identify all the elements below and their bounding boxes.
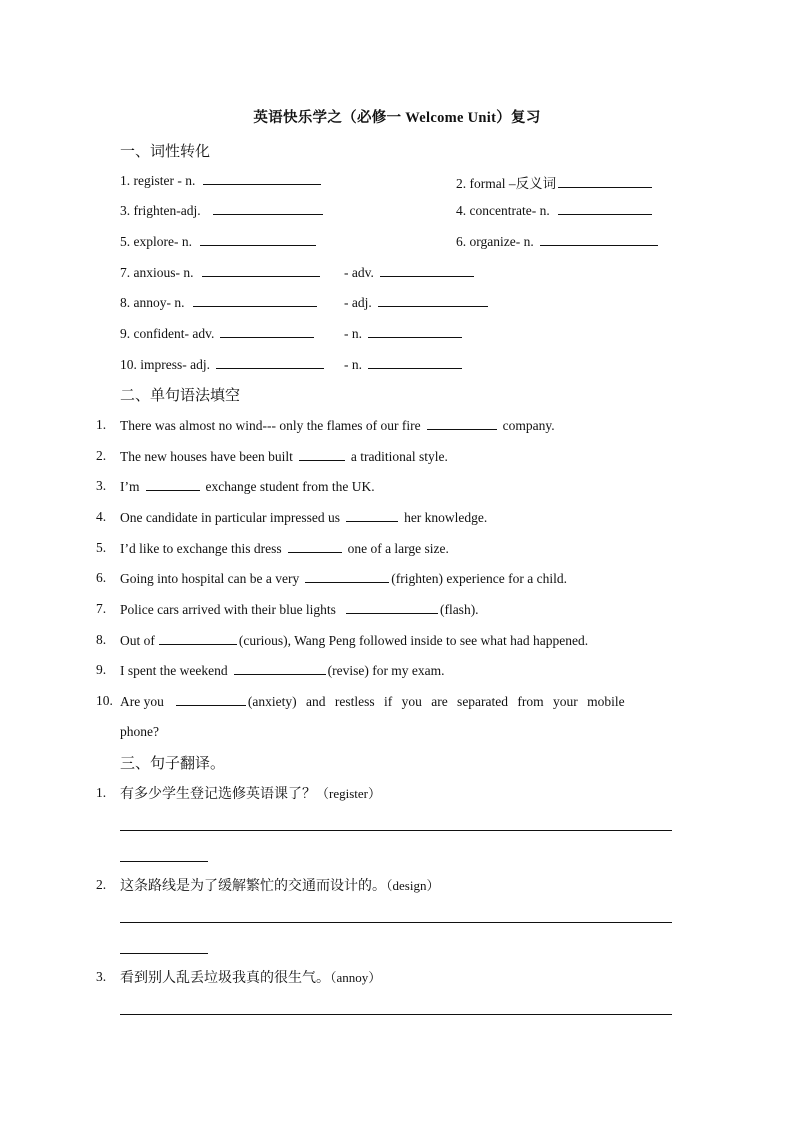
section3-heading: 三、句子翻译。	[120, 754, 226, 772]
vocab-row-3-left	[120, 233, 318, 250]
question-text: (curious), Wang Peng followed inside to see what had happened.	[238, 633, 589, 648]
vocab-10-n-label: - n.	[344, 357, 362, 372]
grammar-item-3	[120, 478, 375, 495]
question-text: Police cars arrived with their blue lights	[120, 602, 336, 617]
answer-blank[interactable]	[540, 233, 658, 246]
vocab-7-adv-label: - adv.	[344, 265, 374, 280]
section1-heading: 一、词性转化	[120, 142, 211, 160]
question-text: (revise) for my exam.	[327, 663, 445, 678]
answer-blank[interactable]	[200, 233, 316, 246]
grammar-item-10-continued: phone?	[120, 724, 159, 739]
answer-blank[interactable]	[368, 325, 462, 338]
vocab-6-label: 6. organize- n.	[456, 234, 534, 249]
answer-blank[interactable]	[305, 570, 389, 583]
vocab-row-6-right	[344, 325, 464, 342]
answer-line[interactable]	[120, 861, 208, 862]
question-text: One candidate in particular impressed us	[120, 510, 341, 525]
vocab-row-7-right	[344, 356, 464, 373]
vocab-1-label: 1. register - n.	[120, 173, 196, 188]
vocab-8-adj-label: - adj.	[344, 295, 372, 310]
question-number: 3.	[96, 969, 107, 984]
answer-blank[interactable]	[368, 356, 462, 369]
answer-line[interactable]	[120, 830, 672, 831]
vocab-row-4-right	[344, 264, 476, 281]
grammar-item-7	[120, 601, 479, 618]
vocab-9-n-label: - n.	[344, 326, 362, 341]
grammar-item-8	[120, 632, 588, 649]
answer-blank[interactable]	[558, 202, 652, 215]
page-title: 英语快乐学之（必修一 Welcome Unit）复习	[253, 110, 541, 126]
answer-line[interactable]	[120, 922, 672, 923]
answer-blank[interactable]	[380, 264, 474, 277]
hint-word: （register）	[316, 786, 381, 801]
vocab-row-1-right	[456, 172, 654, 192]
question-text: 看到别人乱丢垃圾我真的很生气。	[120, 970, 330, 986]
answer-blank[interactable]	[378, 294, 488, 307]
question-number: 5.	[96, 540, 107, 555]
question-text: one of a large size.	[347, 541, 449, 556]
question-text: company.	[502, 418, 555, 433]
question-text: The new houses have been built	[120, 449, 293, 464]
vocab-row-4-left	[120, 264, 322, 281]
question-number: 1.	[96, 785, 107, 800]
question-text: There was almost no wind--- only the flames of our fire	[120, 418, 421, 433]
question-number: 3.	[96, 478, 107, 493]
vocab-8-label: 8. annoy- n.	[120, 295, 185, 310]
vocab-row-5-left	[120, 294, 319, 311]
question-text: I’d like to exchange this dress	[120, 541, 282, 556]
vocab-row-3-right	[456, 233, 660, 250]
answer-blank[interactable]	[346, 601, 438, 614]
question-text: 这条路线是为了缓解繁忙的交通而设计的。	[120, 878, 386, 894]
vocab-5-label: 5. explore- n.	[120, 234, 192, 249]
answer-blank[interactable]	[176, 693, 246, 706]
vocab-row-6-left	[120, 325, 316, 342]
grammar-item-6	[120, 570, 567, 587]
answer-blank[interactable]	[159, 632, 237, 645]
question-number: 4.	[96, 509, 107, 524]
question-number: 9.	[96, 662, 107, 677]
question-text: Are you	[120, 694, 164, 709]
question-number: 1.	[96, 417, 107, 432]
question-text: I’m	[120, 479, 140, 494]
vocab-7-label: 7. anxious- n.	[120, 265, 194, 280]
hint-word: （annoy）	[330, 970, 382, 985]
grammar-item-1	[120, 417, 555, 434]
question-number: 7.	[96, 601, 107, 616]
vocab-row-2-right	[456, 202, 654, 219]
question-number: 6.	[96, 570, 107, 585]
answer-blank[interactable]	[234, 662, 326, 675]
question-text: (anxiety) and restless if you are separated from your mobile	[247, 694, 625, 709]
answer-blank[interactable]	[203, 172, 321, 185]
question-text: I spent the weekend	[120, 663, 228, 678]
question-text: 有多少学生登记选修英语课了？	[120, 786, 316, 802]
translation-item-2	[120, 875, 439, 895]
grammar-item-5	[120, 540, 449, 557]
section2-heading: 二、单句语法填空	[120, 386, 241, 404]
vocab-10-label: 10. impress- adj.	[120, 357, 210, 372]
answer-line[interactable]	[120, 1014, 672, 1015]
answer-blank[interactable]	[220, 325, 314, 338]
vocab-row-2-left	[120, 202, 325, 219]
answer-blank[interactable]	[216, 356, 324, 369]
hint-word: （design）	[386, 878, 440, 893]
grammar-item-4	[120, 509, 487, 526]
question-text: a traditional style.	[350, 449, 448, 464]
question-text: Going into hospital can be a very	[120, 571, 300, 586]
answer-blank[interactable]	[213, 202, 323, 215]
vocab-row-1-left	[120, 172, 323, 189]
vocab-2-label: 2. formal –反义词	[456, 176, 557, 191]
answer-blank[interactable]	[558, 175, 652, 188]
vocab-row-5-right	[344, 294, 490, 311]
question-text: exchange student from the UK.	[205, 479, 375, 494]
question-number: 10.	[96, 693, 113, 708]
answer-blank[interactable]	[299, 448, 345, 461]
grammar-item-10	[120, 693, 625, 710]
question-text: her knowledge.	[404, 510, 488, 525]
question-text: (frighten) experience for a child.	[391, 571, 568, 586]
translation-item-1	[120, 783, 381, 803]
vocab-9-label: 9. confident- adv.	[120, 326, 215, 341]
answer-blank[interactable]	[193, 294, 317, 307]
question-text: (flash).	[439, 602, 479, 617]
answer-blank[interactable]	[288, 540, 342, 553]
question-number: 2.	[96, 877, 107, 892]
answer-blank[interactable]	[202, 264, 320, 277]
question-number: 8.	[96, 632, 107, 647]
grammar-item-9	[120, 662, 445, 679]
vocab-row-7-left	[120, 356, 326, 373]
answer-blank[interactable]	[346, 509, 398, 522]
vocab-4-label: 4. concentrate- n.	[456, 203, 550, 218]
grammar-item-2	[120, 448, 448, 465]
answer-line[interactable]	[120, 953, 208, 954]
translation-item-3	[120, 967, 381, 987]
answer-blank[interactable]	[427, 417, 497, 430]
question-text: Out of	[120, 633, 155, 648]
question-number: 2.	[96, 448, 107, 463]
answer-blank[interactable]	[146, 478, 200, 491]
vocab-3-label: 3. frighten-adj.	[120, 203, 201, 218]
